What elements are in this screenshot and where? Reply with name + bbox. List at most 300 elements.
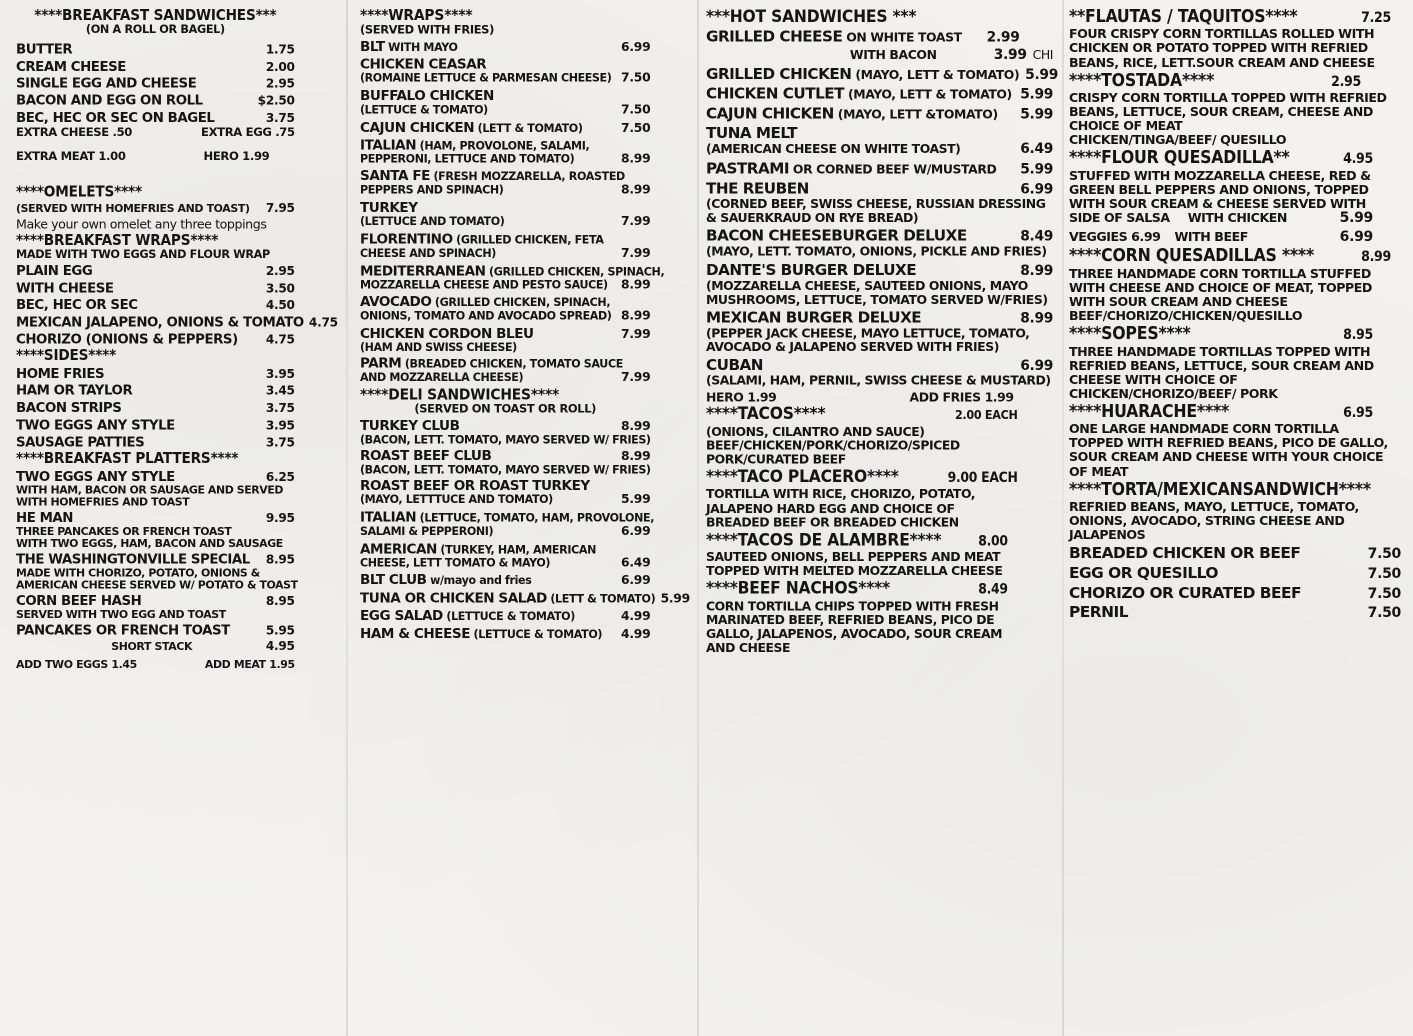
item-price: 5.99 xyxy=(1020,87,1054,103)
item-label xyxy=(360,542,596,557)
item-name: AMERICAN xyxy=(360,540,437,557)
corn-quesadillas-title: ****CORN QUESADILLAS **** xyxy=(1069,246,1314,267)
placero-price: 9.00 EACH xyxy=(947,470,1018,487)
item-description: MADE WITH CHORIZO, POTATO, ONIONS & xyxy=(16,566,260,580)
item-note: ON WHITE TOAST xyxy=(842,30,962,45)
item-description xyxy=(360,310,650,324)
item-label xyxy=(360,479,590,494)
section-description: CHOICE OF MEAT xyxy=(1069,118,1183,134)
menu-item xyxy=(706,106,1053,123)
item-name: HE MAN xyxy=(16,510,74,526)
menu-item xyxy=(360,449,650,464)
extra-cheese: EXTRA CHEESE .50 xyxy=(16,126,133,140)
item-name: BUFFALO CHICKEN xyxy=(360,87,494,104)
menu-item xyxy=(360,608,650,623)
section-description: JALAPENOS xyxy=(1069,527,1146,543)
menu-item xyxy=(360,169,650,184)
item-desc-text: SALAMI & PEPPERONI) xyxy=(360,524,494,538)
section-description: TOPPED WITH REFRIED BEANS, PICO DE GALLO, xyxy=(1069,435,1388,451)
item-price: 7.50 xyxy=(621,71,651,86)
item-note: (GRILLED CHICKEN, FETA xyxy=(452,232,604,247)
menu-item xyxy=(360,57,650,72)
hero-upcharge: HERO 1.99 xyxy=(203,150,270,164)
item-description xyxy=(706,142,1053,157)
item-price: 4.50 xyxy=(265,298,295,313)
item-note: w/mayo and fries xyxy=(426,573,532,588)
section-description: THREE HANDMADE CORN TORTILLA STUFFED xyxy=(1069,265,1371,281)
item-label xyxy=(706,181,809,198)
item-name: TWO EGGS ANY STYLE xyxy=(16,468,175,485)
with-beef-price: 6.99 xyxy=(1339,228,1373,245)
item-label xyxy=(360,57,486,72)
item-note: OR CORNED BEEF W/MUSTARD xyxy=(788,161,997,177)
extras-row xyxy=(16,151,295,163)
item-name: TURKEY xyxy=(360,199,418,216)
menu-item xyxy=(16,623,295,637)
section-description: SOUR CREAM AND CHEESE WITH YOUR CHOICE xyxy=(1069,449,1384,465)
menu-item xyxy=(706,86,1053,103)
item-desc-text: (BACON, LETT. TOMATO, MAYO SERVED W/ FRIES) xyxy=(360,462,651,477)
menu-item xyxy=(16,367,295,381)
item-name: BACON AND EGG ON ROLL xyxy=(16,92,203,109)
section-description: MARINATED BEEF, REFRIED BEANS, PICO DE xyxy=(706,612,995,627)
menu-item xyxy=(360,138,650,153)
item-price: 3.50 xyxy=(265,281,295,296)
quesadilla-beef-row xyxy=(1069,230,1401,246)
item-note: (BREADED CHICKEN, TOMATO SAUCE xyxy=(401,357,623,371)
item-description xyxy=(706,374,1053,388)
item-price: 5.99 xyxy=(660,591,690,606)
item-price: 2.00 xyxy=(265,60,295,75)
item-price: 4.99 xyxy=(621,626,651,642)
item-name: ROAST BEEF OR ROAST TURKEY xyxy=(360,477,590,494)
item-price: 8.95 xyxy=(265,594,295,609)
section-title-flour-quesadilla xyxy=(1069,149,1401,167)
item-desc-text: AVOCADO & JALAPENO SERVED WITH FRIES) xyxy=(706,339,999,354)
item-label xyxy=(360,120,583,135)
huarache-price: 6.95 xyxy=(1343,404,1373,421)
short-stack-label: SHORT STACK xyxy=(111,639,193,653)
item-name: THE REUBEN xyxy=(706,179,809,198)
item-name: CAJUN CHICKEN xyxy=(360,119,475,135)
add-fries: ADD FRIES 1.99 xyxy=(909,389,1014,405)
item-price: 8.99 xyxy=(621,449,651,464)
item-label xyxy=(706,66,1019,83)
section-description: CORN TORTILLA CHIPS TOPPED WITH FRESH xyxy=(706,598,999,614)
item-desc-text: (SALAMI, HAM, PERNIL, SWISS CHEESE & MUSTARD) xyxy=(706,372,1051,388)
menu-item xyxy=(16,42,295,56)
item-description xyxy=(706,197,1053,211)
section-title-breakfast-sandwiches: ****BREAKFAST SANDWICHES*** xyxy=(34,6,277,25)
item-name: MEXICAN BURGER DELUXE xyxy=(706,308,922,327)
item-description: WITH TWO EGGS, HAM, BACON AND SAUSAGE xyxy=(16,536,283,550)
section-description: PORK/CURATED BEEF xyxy=(706,451,846,467)
item-price: 8.95 xyxy=(265,553,295,568)
menu-item xyxy=(706,181,1053,198)
section-title-deli-sandwiches: ****DELI SANDWICHES**** xyxy=(360,386,560,404)
item-price: 5.99 xyxy=(1020,106,1054,123)
item-label xyxy=(360,263,664,278)
section-subtitle: (ON A ROLL OR BAGEL) xyxy=(85,23,225,37)
item-name: WITH CHEESE xyxy=(16,280,114,296)
item-name: CUBAN xyxy=(706,356,764,374)
item-name: BUTTER xyxy=(16,41,73,58)
menu-item xyxy=(16,470,295,484)
menu-item xyxy=(16,93,295,107)
item-name: ITALIAN xyxy=(360,136,417,153)
item-price: 3.75 xyxy=(265,401,295,416)
item-name: HAM OR TAYLOR xyxy=(16,382,133,399)
item-price: 8.99 xyxy=(1020,310,1054,327)
menu-item xyxy=(16,298,295,312)
item-name: CHICKEN CORDON BLEU xyxy=(360,325,534,342)
item-price: 8.99 xyxy=(1020,262,1054,279)
corn-quesadillas-price: 8.99 xyxy=(1361,249,1391,266)
menu-item xyxy=(360,120,650,135)
menu-item xyxy=(706,309,1053,326)
menu-item xyxy=(16,332,295,346)
item-name: DANTE'S BURGER DELUXE xyxy=(706,260,917,279)
menu-item xyxy=(16,594,295,608)
item-name: TUNA OR CHICKEN SALAD xyxy=(360,589,547,606)
extra-meat: EXTRA MEAT 1.00 xyxy=(16,150,126,164)
section-description: CHICKEN/CHORIZO/BEEF/ PORK xyxy=(1069,385,1278,401)
menu-column-4 xyxy=(1069,6,1401,1030)
flautas-title: **FLAUTAS / TAQUITOS**** xyxy=(1069,7,1298,27)
tostada-title: ****TOSTADA**** xyxy=(1069,70,1215,91)
add-meat: ADD MEAT 1.95 xyxy=(204,658,295,672)
menu-column-1 xyxy=(16,6,338,892)
item-label xyxy=(360,232,604,247)
item-description xyxy=(706,211,1053,225)
nachos-title: ****BEEF NACHOS**** xyxy=(706,579,890,599)
item-note: WITH MAYO xyxy=(384,40,458,54)
with-beef: WITH BEEF xyxy=(1174,228,1248,244)
menu-item xyxy=(16,59,295,73)
item-price: 7.50 xyxy=(1367,585,1401,602)
sopes-price: 8.95 xyxy=(1343,327,1373,344)
item-desc-text: & SAUERKRAUD ON RYE BREAD) xyxy=(706,210,919,226)
item-desc-text: (AMERICAN CHEESE ON WHITE TOAST) xyxy=(706,141,961,157)
short-stack-row xyxy=(16,640,295,653)
item-label xyxy=(360,89,494,104)
item-price: 8.99 xyxy=(621,277,651,292)
section-description: CRISPY CORN TORTILLA TOPPED WITH REFRIED xyxy=(1069,90,1387,106)
item-price: 6.99 xyxy=(621,524,651,539)
section-description: WITH CHEESE AND CHOICE OF MEAT, TOPPED xyxy=(1069,279,1372,295)
menu-item xyxy=(360,326,650,341)
flour-quesadilla-price: 4.95 xyxy=(1343,151,1373,168)
menu-item xyxy=(360,419,650,434)
item-label xyxy=(706,126,797,143)
item-desc-text: CHEESE, LETT TOMATO & MAYO) xyxy=(360,555,551,569)
item-price: 7.50 xyxy=(1367,546,1401,563)
section-description: TOPPED WITH MELTED MOZZARELLA CHEESE xyxy=(706,563,1003,579)
item-name: SAUSAGE PATTIES xyxy=(16,434,145,450)
section-title-tostada xyxy=(1069,72,1401,90)
item-description xyxy=(360,153,650,167)
item-name: PARM xyxy=(360,355,402,372)
menu-item xyxy=(706,228,1053,245)
section-description: WITH SOUR CREAM AND CHEESE xyxy=(1069,293,1288,309)
item-note: (GRILLED CHICKEN, SPINACH, xyxy=(431,295,611,309)
section-title-tacos-de-alambre xyxy=(706,531,1053,549)
item-name: WITH BACON xyxy=(849,47,937,63)
section-description: BEEF/CHICKEN/PORK/CHORIZO/SPICED xyxy=(706,437,960,453)
section-title-sides: ****SIDES**** xyxy=(16,347,117,365)
section-description: STUFFED WITH MOZZARELLA CHEESE, RED & xyxy=(1069,167,1371,183)
item-description xyxy=(360,434,650,446)
menu-item xyxy=(706,49,1053,63)
item-price: 6.99 xyxy=(621,40,651,55)
item-desc-text: (BACON, LETT. TOMATO, MAYO SERVED W/ FRIES) xyxy=(360,432,651,446)
with-chicken: WITH CHICKEN xyxy=(1187,210,1288,226)
item-desc-text: AND MOZZARELLA CHEESE) xyxy=(360,370,524,384)
alambre-title: ****TACOS DE ALAMBRE**** xyxy=(706,530,942,550)
item-name: GRILLED CHICKEN xyxy=(706,65,852,84)
menu-item xyxy=(360,201,650,216)
item-description: THREE PANCAKES OR FRENCH TOAST xyxy=(16,524,232,538)
item-price: 5.99 xyxy=(1020,161,1054,178)
item-price: 4.99 xyxy=(621,609,651,624)
item-name: MEXICAN JALAPENO, ONIONS & TOMATO xyxy=(16,314,304,330)
veggies: VEGGIES 6.99 xyxy=(1069,228,1161,244)
item-description xyxy=(360,494,650,508)
item-label xyxy=(360,326,534,341)
item-price: 3.99 xyxy=(993,47,1027,64)
item-price: 2.95 xyxy=(265,77,295,92)
item-name: BEC, HEC OR SEC xyxy=(16,297,138,313)
fold-line xyxy=(1062,0,1064,1036)
item-price: 3.75 xyxy=(265,111,295,126)
section-title-sopes xyxy=(1069,325,1401,343)
menu-item xyxy=(706,65,1059,84)
quesadilla-chicken-row xyxy=(1069,211,1401,227)
item-price: 6.99 xyxy=(621,573,651,589)
item-label xyxy=(360,39,458,54)
section-title-hot-sandwiches: ***HOT SANDWICHES *** xyxy=(706,6,917,27)
item-name: FLORENTINO xyxy=(360,231,453,247)
item-name: TUNA MELT xyxy=(706,124,797,143)
item-name: ITALIAN xyxy=(360,509,417,526)
item-description: WITH HAM, BACON OR SAUSAGE AND SERVED xyxy=(16,483,284,497)
item-price: 3.95 xyxy=(265,367,295,382)
section-title-flautas xyxy=(1069,8,1401,26)
item-note: (MAYO, LETT & TOMATO) xyxy=(851,67,1020,83)
omelet-served: (SERVED WITH HOMEFRIES AND TOAST) xyxy=(16,201,250,215)
item-desc-text: (LETTUCE & TOMATO) xyxy=(360,102,488,116)
section-subtitle: (SERVED ON TOAST OR ROLL) xyxy=(414,403,597,417)
section-description: GREEN BELL PEPPERS AND ONIONS, TOPPED xyxy=(1069,181,1369,197)
section-description: BEANS, RICE, LETT.SOUR CREAM AND CHEESE xyxy=(1069,54,1375,70)
menu-item xyxy=(360,573,650,588)
menu-item xyxy=(16,418,295,432)
item-label xyxy=(706,86,1012,103)
item-note: (GRILLED CHICKEN, SPINACH, xyxy=(485,264,665,278)
item-label xyxy=(360,295,610,310)
section-title-beef-nachos xyxy=(706,580,1053,598)
menu-item xyxy=(1069,604,1401,621)
item-desc-text: MOZZARELLA CHEESE AND PESTO SAUCE) xyxy=(360,277,608,291)
item-description xyxy=(360,557,650,571)
item-desc-text: CHEESE AND SPINACH) xyxy=(360,246,496,260)
tacos-desc: (ONIONS, CILANTRO AND SAUCE) xyxy=(706,423,925,439)
item-name: PASTRAMI xyxy=(706,159,789,178)
item-name: BACON STRIPS xyxy=(16,399,122,416)
item-note: (MAYO, LETT &TOMATO) xyxy=(833,106,998,122)
item-price: 3.45 xyxy=(265,384,295,399)
item-name: HAM & CHEESE xyxy=(360,625,471,642)
item-name: BEC, HEC OR SEC ON BAGEL xyxy=(16,109,215,126)
item-price: 8.99 xyxy=(621,309,651,324)
section-description: BREADED BEEF OR BREADED CHICKEN xyxy=(706,514,959,530)
sopes-title: ****SOPES**** xyxy=(1069,324,1191,345)
item-price: 7.99 xyxy=(621,327,651,342)
section-description: JALAPENO HARD EGG AND CHOICE OF xyxy=(706,500,955,516)
item-price: 8.99 xyxy=(621,419,651,434)
side-salsa: SIDE OF SALSA xyxy=(1069,210,1170,226)
section-description: BEANS, LETTUCE, SOUR CREAM, CHEESE AND xyxy=(1069,104,1373,120)
item-description xyxy=(360,278,650,292)
item-name: PLAIN EGG xyxy=(16,263,93,279)
section-description: REFRIED BEANS, LETTUCE, SOUR CREAM AND xyxy=(1069,357,1374,373)
with-chicken-price: 5.99 xyxy=(1339,210,1373,227)
section-description: REFRIED BEANS, MAYO, LETTUCE, TOMATO, xyxy=(1069,499,1359,515)
section-title-tacos xyxy=(706,406,1053,424)
menu-column-3 xyxy=(706,6,1059,1016)
item-description xyxy=(360,464,650,476)
menu-item xyxy=(360,39,650,54)
item-label xyxy=(360,138,589,153)
item-desc-text: (MAYO, LETTTUCE AND TOMATO) xyxy=(360,492,553,507)
item-price: 7.50 xyxy=(621,102,651,117)
item-price: 4.75 xyxy=(308,315,338,330)
item-price: 2.99 xyxy=(986,30,1020,46)
item-name: CAJUN CHICKEN xyxy=(706,104,834,123)
item-description xyxy=(706,340,1053,354)
menu-item xyxy=(360,589,690,606)
item-description xyxy=(360,72,650,86)
item-price: 5.95 xyxy=(265,624,295,638)
item-price: 9.95 xyxy=(265,511,295,526)
item-price: 6.99 xyxy=(1020,358,1054,374)
fold-line xyxy=(697,0,699,1036)
item-note: (LETTUCE & TOMATO) xyxy=(470,626,603,641)
item-price: 5.99 xyxy=(621,492,651,507)
addons-row xyxy=(16,659,295,670)
item-name: CREAM CHEESE xyxy=(16,58,126,75)
item-note: (LETTUCE, TOMATO, HAM, PROVOLONE, xyxy=(416,511,655,525)
item-name: SANTA FE xyxy=(360,168,430,185)
section-description: FOUR CRISPY CORN TORTILLAS ROLLED WITH xyxy=(1069,26,1375,42)
item-label xyxy=(360,169,625,184)
menu-column-2 xyxy=(360,6,690,907)
item-price: 7.50 xyxy=(621,120,651,135)
item-price: 6.49 xyxy=(621,555,651,570)
short-stack-price: 4.95 xyxy=(265,639,295,654)
item-name: GRILLED CHEESE xyxy=(706,28,843,46)
section-title-wraps: ****WRAPS**** xyxy=(360,6,473,25)
item-name: AVOCADO xyxy=(360,294,432,310)
item-description xyxy=(706,293,1053,307)
section-title-omelets: ****OMELETS**** xyxy=(16,183,142,201)
menu-item xyxy=(706,29,1053,46)
item-label xyxy=(706,357,763,374)
menu-item xyxy=(360,479,650,494)
item-name: CHICKEN CUTLET xyxy=(706,85,845,103)
item-name: BLT CLUB xyxy=(360,572,427,589)
section-title-huarache xyxy=(1069,403,1401,421)
item-description xyxy=(360,525,650,539)
item-name: CHORIZO OR CURATED BEEF xyxy=(1069,583,1302,602)
menu-item xyxy=(1069,585,1401,602)
section-description: WITH SOUR CREAM & CHEESE SERVED WITH xyxy=(1069,195,1366,211)
item-name: BACON CHEESEBURGER DELUXE xyxy=(706,227,967,245)
fold-line xyxy=(346,0,348,1036)
item-description xyxy=(706,326,1053,340)
item-name: EGG OR QUESILLO xyxy=(1069,564,1218,582)
item-note: (LETTUCE & TOMATO) xyxy=(442,609,575,623)
item-price: 7.50 xyxy=(1367,566,1401,582)
section-title-taco-placero xyxy=(706,468,1053,486)
item-note: (LETT & TOMATO) xyxy=(474,120,583,135)
section-description: CHICKEN OR POTATO TOPPED WITH REFRIED xyxy=(1069,40,1368,56)
item-price: 8.49 xyxy=(1020,229,1054,245)
item-name: THE WASHINGTONVILLE SPECIAL xyxy=(16,551,250,568)
item-price: 6.25 xyxy=(265,470,295,485)
item-description xyxy=(360,104,650,118)
item-desc-text: (LETTUCE AND TOMATO) xyxy=(360,214,505,228)
menu-item xyxy=(16,76,295,90)
menu-item xyxy=(16,111,295,125)
menu-item xyxy=(706,262,1053,279)
item-name: BREADED CHICKEN OR BEEF xyxy=(1069,544,1301,563)
menu-item xyxy=(360,262,665,279)
section-description: AND CHEESE xyxy=(706,639,791,655)
item-name: TURKEY CLUB xyxy=(360,417,460,434)
item-description xyxy=(360,341,650,353)
section-description: ONE LARGE HANDMADE CORN TORTILLA xyxy=(1069,421,1339,437)
omelet-note: Make your own omelet any three toppings xyxy=(16,216,267,232)
menu-item xyxy=(16,281,295,295)
section-description: GALLO, JALAPENOS, AVOCADO, SOUR CREAM xyxy=(706,626,1003,641)
menu-item xyxy=(360,89,650,104)
menu-item xyxy=(360,626,650,641)
item-note: (HAM, PROVOLONE, SALAMI, xyxy=(416,138,590,152)
item-desc-text: (CORNED BEEF, SWISS CHEESE, RUSSIAN DRESSING xyxy=(706,196,1046,212)
item-price: 8.99 xyxy=(621,151,651,166)
item-label xyxy=(360,608,575,623)
nachos-price: 8.49 xyxy=(978,582,1008,598)
menu-item xyxy=(360,542,650,557)
menu-item xyxy=(706,357,1053,374)
menu-item xyxy=(1069,545,1401,562)
extras-row xyxy=(16,128,295,140)
section-description: CHEESE WITH CHOICE OF xyxy=(1069,371,1238,387)
item-label xyxy=(360,591,655,606)
hero-upcharge: HERO 1.99 xyxy=(706,389,777,405)
item-price: 6.99 xyxy=(1020,181,1054,198)
addons-row xyxy=(706,391,1053,404)
item-price: 5.99 xyxy=(1025,67,1059,84)
item-description xyxy=(706,245,1053,259)
item-price: 7.99 xyxy=(621,246,651,261)
item-label xyxy=(360,510,654,525)
item-label xyxy=(360,626,602,641)
tacos-price: 2.00 EACH xyxy=(954,407,1018,423)
item-desc-text: PEPPERONI, LETTUCE AND TOMATO) xyxy=(360,151,575,165)
item-label xyxy=(360,356,623,371)
